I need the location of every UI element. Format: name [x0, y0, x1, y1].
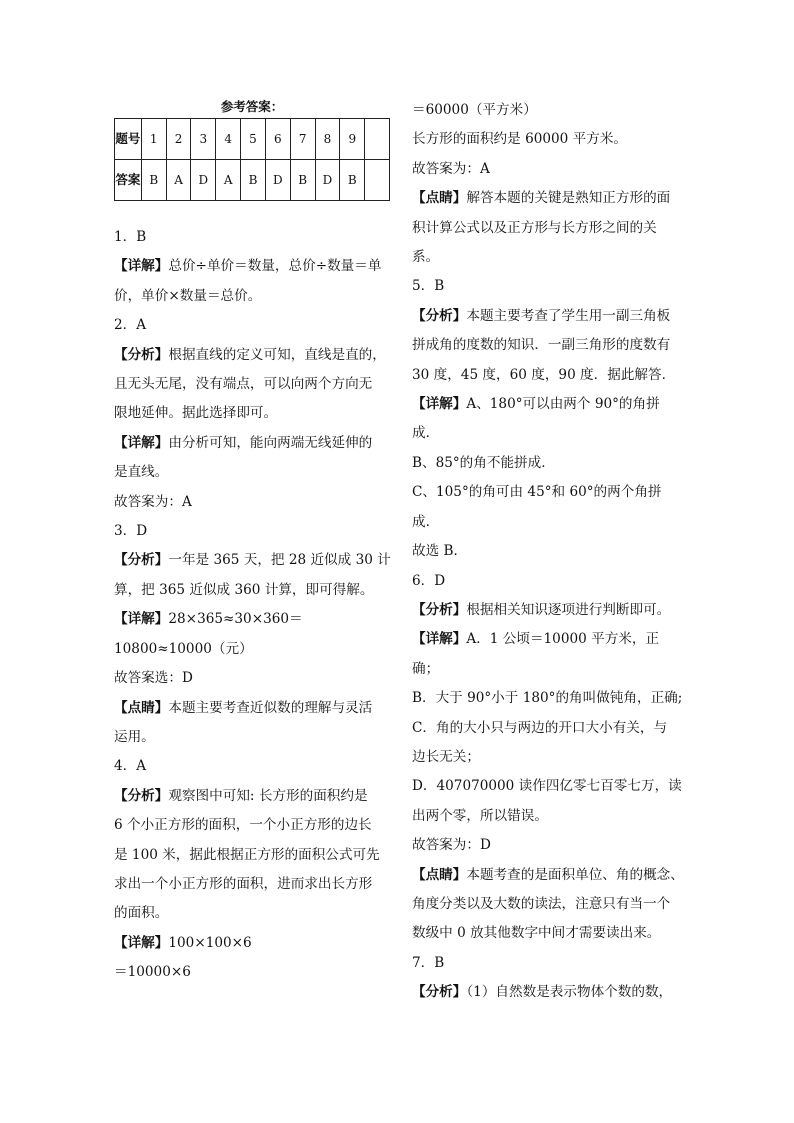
text-line: [114, 899, 392, 928]
text-line: [114, 458, 392, 487]
line-text: A．1 公顷＝10000 平方米，正确；: [412, 631, 660, 677]
text-line: [114, 811, 392, 840]
line-text: （1）自然数是表示物体个数的数，: [466, 984, 673, 1001]
section-tag: 【详解】: [412, 396, 467, 413]
table-cell: 6: [265, 119, 290, 160]
text-line: [114, 664, 392, 693]
line-text: 6．D: [412, 572, 446, 589]
text-line: [412, 831, 684, 860]
text-line: [412, 949, 684, 978]
text-line: [114, 429, 392, 458]
text-line: [412, 449, 684, 478]
line-text: B、85°的角不能拼成．: [412, 454, 555, 471]
answer-table-answer-row: [115, 160, 390, 201]
text-line: [412, 508, 684, 537]
line-text: 3．D: [114, 523, 148, 540]
table-cell: A: [166, 160, 191, 201]
table-cell: 4: [216, 119, 241, 160]
text-line: [114, 605, 392, 664]
text-line: [114, 517, 392, 546]
line-text: 数级中 0 放其他数字中间才需要读出来。: [412, 925, 661, 942]
line-text: 总价÷单价＝数量，总价÷数量＝单: [168, 258, 382, 275]
section-tag: 【详解】: [114, 611, 169, 628]
number-row-header: 题号: [115, 119, 142, 160]
text-line: [114, 782, 392, 811]
section-tag: 【点睛】: [114, 699, 169, 716]
section-tag: 【详解】: [114, 934, 169, 951]
line-text: 是 100 米，据此根据正方形的面积公式可先: [114, 846, 380, 863]
left-text-body: [114, 223, 392, 988]
section-tag: 【详解】: [114, 434, 169, 451]
text-line: [114, 929, 392, 958]
table-cell: D: [191, 160, 216, 201]
text-line: [114, 399, 392, 428]
answer-row-header: 答案: [115, 160, 142, 201]
text-line: [412, 184, 684, 213]
text-line: [412, 861, 684, 890]
text-line: [114, 958, 392, 987]
line-text: 观察图中可知: 长方形的面积约是: [168, 787, 368, 804]
line-text: 28×365≈30×360＝10800≈10000（元）: [114, 611, 303, 657]
text-line: [412, 125, 684, 154]
table-cell: 9: [340, 119, 365, 160]
line-text: 1．B: [114, 229, 147, 245]
text-line: [412, 214, 684, 243]
line-text: A、180°可以由两个 90°的角拼: [466, 396, 660, 413]
answer-table-number-row: [115, 119, 390, 160]
line-text: 出两个零，所以错误。: [412, 807, 548, 824]
table-cell: 1: [141, 119, 166, 160]
left-column: [114, 96, 392, 988]
line-text: 限地延伸。据此选择即可。: [114, 405, 278, 422]
text-line: [114, 223, 392, 252]
line-text: 成．: [412, 513, 440, 530]
text-line: [114, 311, 392, 340]
line-text: 100×100×6: [168, 934, 252, 951]
table-cell: D: [315, 160, 340, 201]
section-tag: 【分析】: [412, 307, 467, 324]
line-text: D．407070000 读作四亿零七百零七万，读: [412, 778, 682, 795]
line-text: C、105°的角可由 45°和 60°的两个角拼: [412, 484, 662, 501]
text-line: [412, 361, 684, 390]
text-line: [412, 714, 684, 743]
line-text: 长方形的面积约是 60000 平方米。: [412, 131, 628, 148]
line-text: 算，把 365 近似成 360 计算，即可得解。: [114, 581, 374, 598]
section-tag: 【详解】: [114, 258, 169, 275]
line-text: 的面积。: [114, 905, 169, 922]
line-text: 解答本题的关键是熟知正方形的面: [466, 190, 671, 207]
text-line: [412, 272, 684, 301]
text-line: [412, 802, 684, 831]
text-line: [114, 694, 392, 723]
text-line: [412, 302, 684, 331]
line-text: 5．B: [412, 278, 445, 295]
table-cell: 2: [166, 119, 191, 160]
table-cell: A: [216, 160, 241, 201]
section-tag: 【分析】: [114, 787, 169, 804]
table-cell: 8: [315, 119, 340, 160]
text-line: [412, 772, 684, 801]
section-tag: 【分析】: [412, 601, 467, 618]
line-text: 由分析可知，能向两端无线延伸的: [168, 434, 373, 451]
line-text: 拼成角的度数的知识．一副三角形的度数有: [412, 337, 671, 354]
text-line: [412, 478, 684, 507]
section-tag: 【点睛】: [412, 866, 467, 883]
line-text: 系。: [412, 249, 440, 266]
text-line: [412, 596, 684, 625]
line-text: 30 度，45 度，60 度，90 度．据此解答．: [412, 366, 676, 383]
line-text: 成．: [412, 425, 440, 442]
line-text: 一年是 365 天，把 28 近似成 30 计: [168, 552, 391, 569]
text-line: [412, 419, 684, 448]
line-text: 本题主要考查了学生用一副三角板: [466, 307, 671, 324]
line-text: 根据直线的定义可知，直线是直的，: [168, 346, 386, 363]
text-line: [412, 684, 684, 713]
text-line: [412, 155, 684, 184]
table-cell: B: [141, 160, 166, 201]
line-text: 2．A: [114, 317, 147, 334]
line-text: 积计算公式以及正方形与长方形之间的关: [412, 219, 657, 236]
text-line: [412, 978, 684, 1007]
answer-table-title: 参考答案：: [220, 99, 284, 114]
text-line: [114, 752, 392, 781]
line-text: 根据相关知识逐项进行判断即可。: [466, 601, 671, 618]
table-cell: B: [290, 160, 315, 201]
line-text: ＝60000（平方米）: [412, 102, 537, 118]
line-text: 故答案为：A: [114, 493, 192, 510]
line-text: 求出一个小正方形的面积，进而求出长方形: [114, 875, 373, 892]
right-text-body: [412, 96, 684, 1008]
line-text: 本题主要考查近似数的理解与灵活: [168, 699, 373, 716]
text-line: [114, 841, 392, 870]
text-line: [114, 282, 392, 311]
text-line: [412, 537, 684, 566]
text-line: [412, 919, 684, 948]
line-text: ＝10000×6: [114, 964, 191, 981]
table-cell: [365, 119, 390, 160]
line-text: 价，单价×数量＝总价。: [114, 287, 262, 304]
table-cell: B: [241, 160, 266, 201]
text-line: [412, 625, 684, 684]
text-line: [412, 890, 684, 919]
line-text: 7．B: [412, 954, 445, 971]
table-cell: 3: [191, 119, 216, 160]
text-line: [412, 567, 684, 596]
table-cell: 5: [241, 119, 266, 160]
text-line: [114, 252, 392, 281]
line-text: 运用。: [114, 728, 155, 745]
line-text: 故答案选：D: [114, 670, 193, 687]
line-text: 且无头无尾，没有端点，可以向两个方向无: [114, 376, 373, 393]
table-cell: 7: [290, 119, 315, 160]
table-cell: D: [265, 160, 290, 201]
text-line: [114, 488, 392, 517]
answer-table: [114, 118, 390, 201]
text-line: [114, 576, 392, 605]
line-text: 故选 B．: [412, 543, 468, 560]
text-line: [114, 546, 392, 575]
text-line: [412, 96, 684, 125]
text-line: [114, 341, 392, 370]
section-tag: 【分析】: [114, 346, 169, 363]
text-line: [412, 243, 684, 272]
text-line: [114, 370, 392, 399]
line-text: 角度分类以及大数的读法，注意只有当一个: [412, 895, 671, 912]
section-tag: 【分析】: [412, 984, 467, 1001]
section-tag: 【点睛】: [412, 190, 467, 207]
text-line: [412, 331, 684, 360]
table-cell: B: [340, 160, 365, 201]
line-text: 故答案为：A: [412, 160, 490, 177]
section-tag: 【详解】: [412, 631, 467, 648]
text-line: [412, 390, 684, 419]
line-text: 6 个小正方形的面积，一个小正方形的边长: [114, 817, 372, 834]
text-line: [114, 870, 392, 899]
line-text: 本题考查的是面积单位、角的概念、: [466, 866, 684, 883]
line-text: B．大于 90°小于 180°的角叫做钝角，正确;: [412, 690, 683, 707]
line-text: 是直线。: [114, 464, 169, 481]
line-text: 故答案为：D: [412, 837, 491, 854]
text-line: [412, 743, 684, 772]
text-line: [114, 723, 392, 752]
line-text: C．角的大小只与两边的开口大小有关，与: [412, 719, 668, 736]
right-column: [412, 96, 684, 1008]
line-text: 边长无关；: [412, 748, 480, 765]
section-tag: 【分析】: [114, 552, 169, 569]
line-text: 4．A: [114, 758, 147, 775]
table-cell: [365, 160, 390, 201]
